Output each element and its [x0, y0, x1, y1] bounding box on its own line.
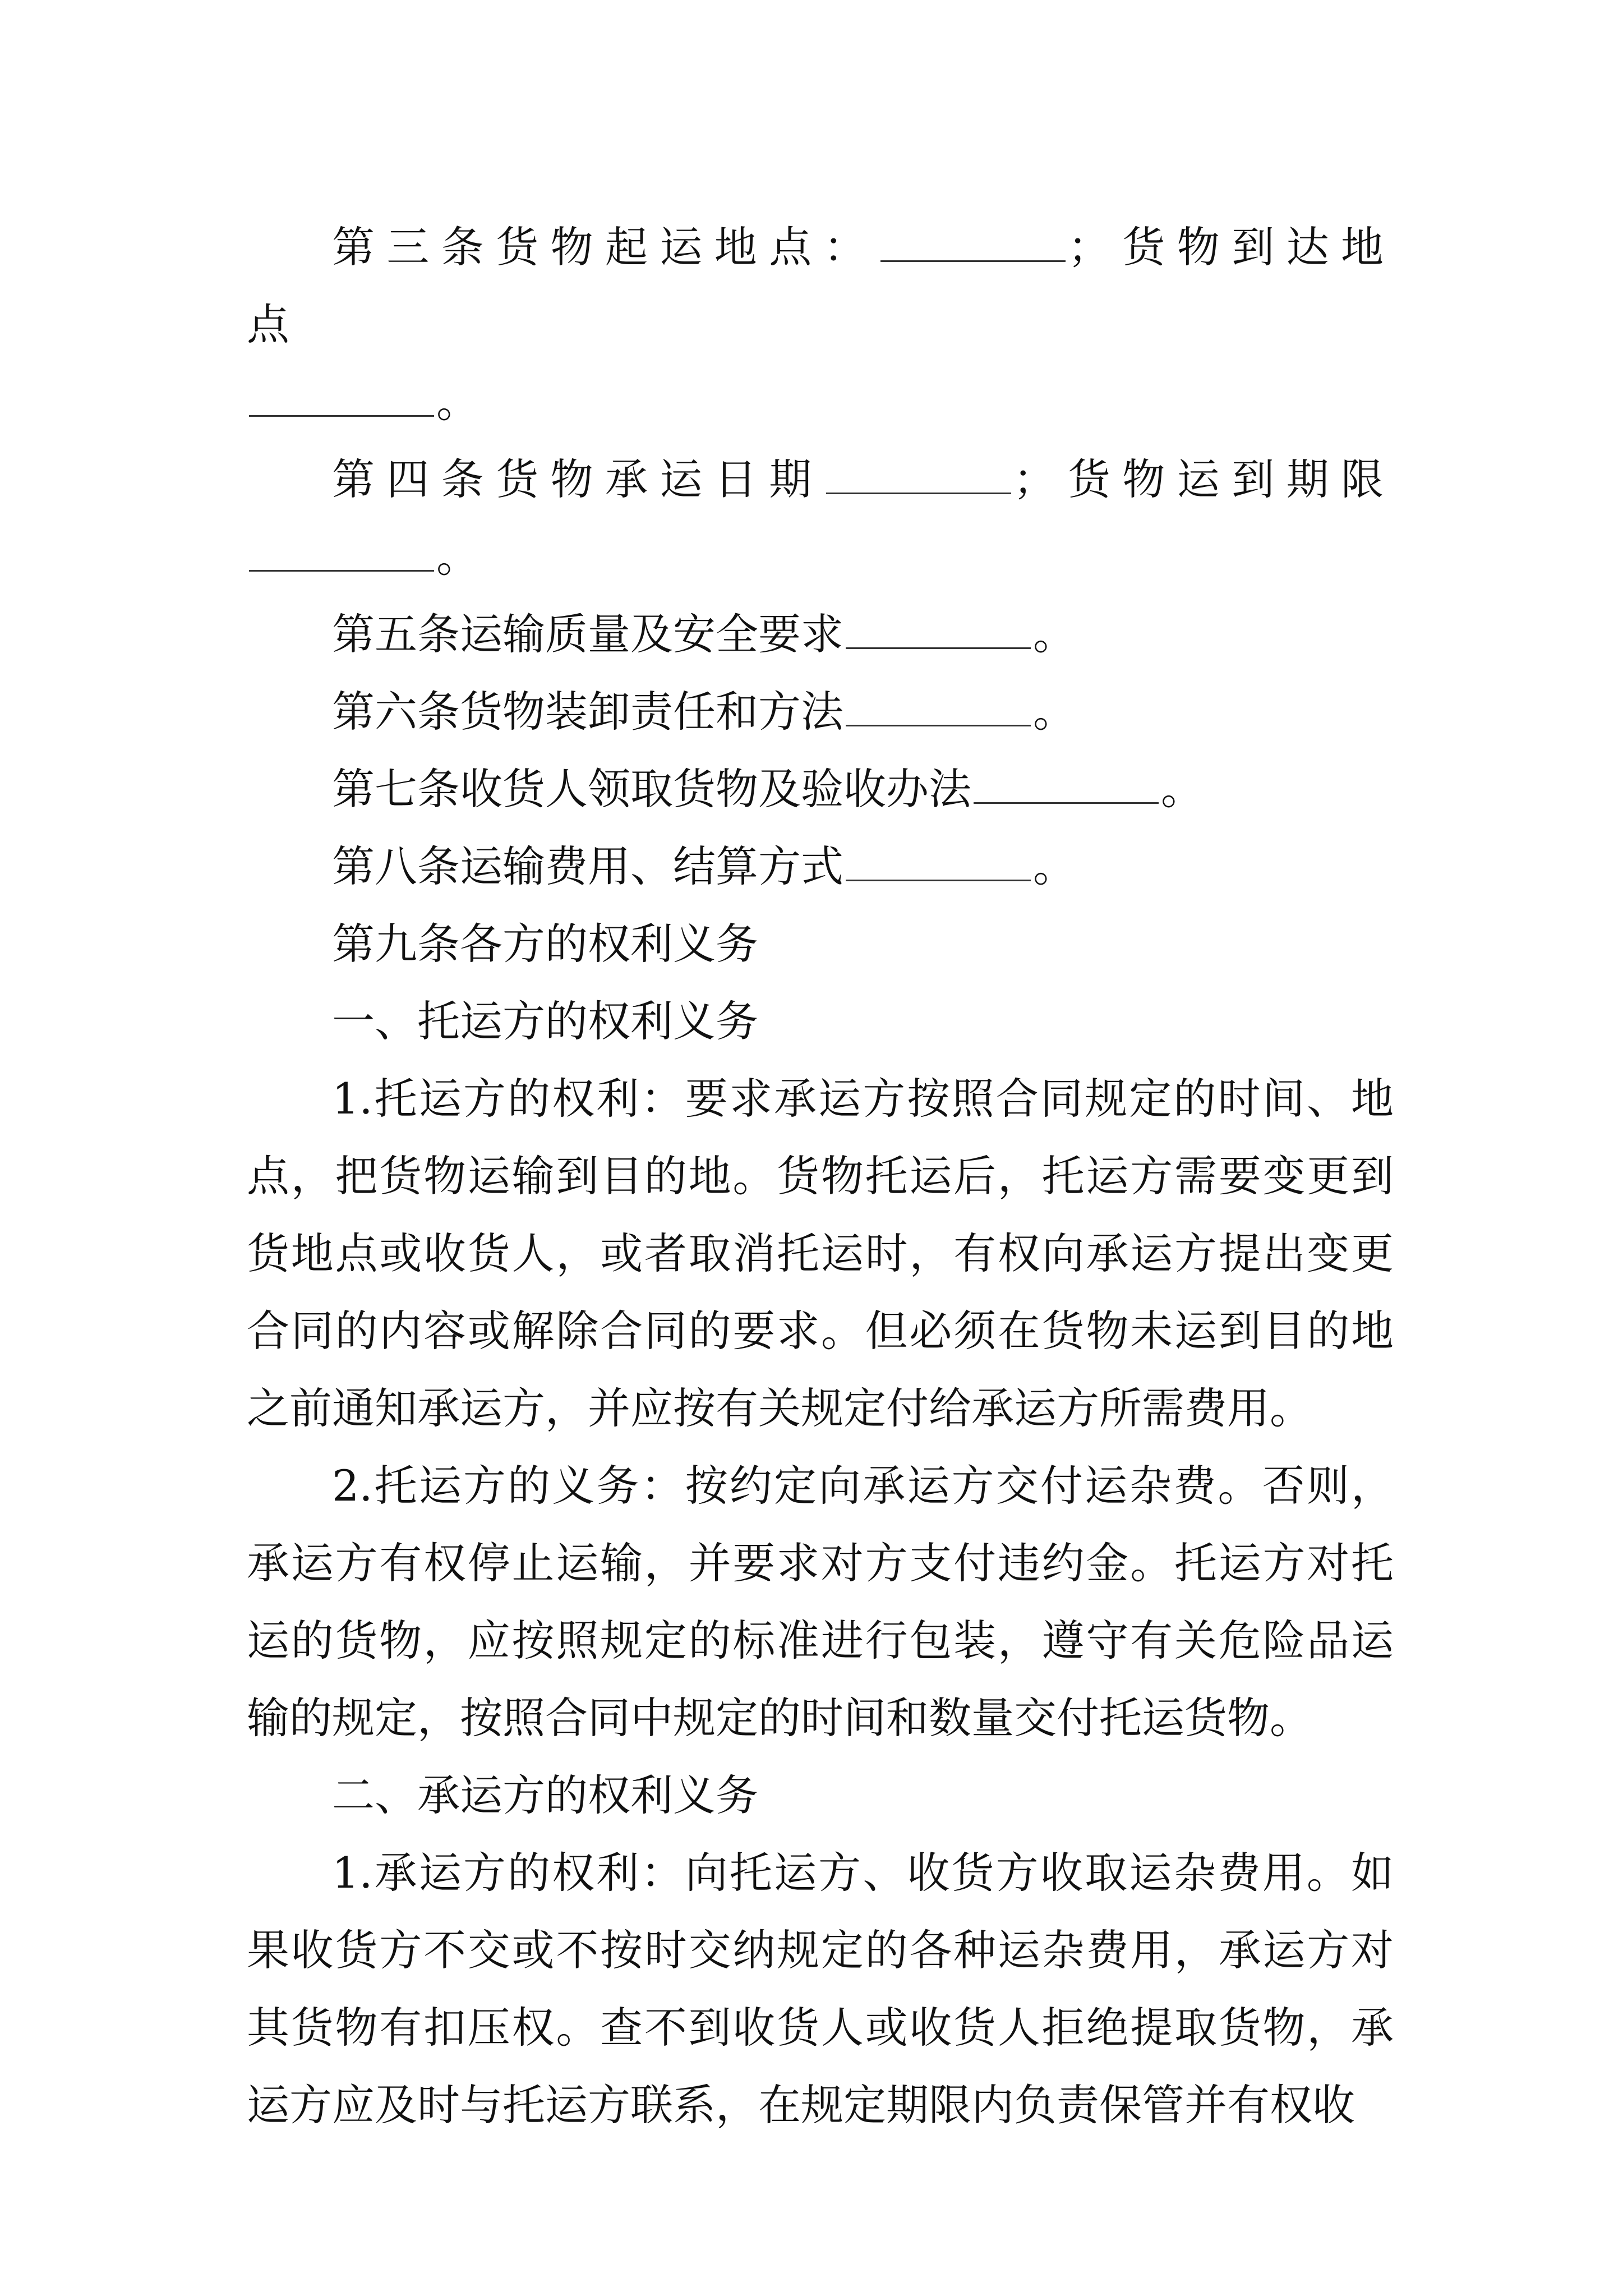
delivery-deadline-blank	[249, 536, 434, 572]
clause-3-line-2	[247, 364, 1394, 441]
clause-7-end: 。	[1161, 764, 1204, 814]
quality-safety-blank	[846, 614, 1031, 649]
acceptance-method-blank	[974, 769, 1159, 804]
settlement-blank	[846, 846, 1031, 881]
clause-6-text: 第六条货物装卸责任和方法	[332, 687, 843, 737]
clause-4-mid-text: ；货物运到期限	[1013, 454, 1394, 504]
clause-9-title: 第九条各方的权利义务	[332, 919, 758, 969]
clause-3-end-text: 。	[436, 377, 479, 427]
clause-4-line-1	[247, 441, 1394, 518]
clause-7-text: 第七条收货人领取货物及验收办法	[332, 764, 971, 814]
carriage-date-blank	[826, 459, 1011, 494]
document-body	[247, 209, 1394, 2144]
clause-8-text: 第八条运输费用、结算方式	[332, 841, 843, 891]
section-1-title: 一、托运方的权利义务	[332, 996, 758, 1046]
clause-8-end: 。	[1033, 841, 1076, 891]
clause-3-start-text: 第三条货物起运地点：	[332, 222, 878, 272]
clause-4-end-text: 。	[436, 532, 479, 582]
clause-4-start-text: 第四条货物承运日期	[332, 454, 824, 504]
shipper-obligations-paragraph: 2.托运方的义务：按约定向承运方交付运杂费。否则，承运方有权停止运输，并要求对方支付违约金。托运方对托运的货物，应按照规定的标准进行包装，遵守有关危险品运输的规定，按照合同中规定的时间和数量交付托运货物。	[247, 1461, 1394, 1743]
clause-3-mid-text: ；货物到达地点	[247, 222, 1394, 349]
clause-6-end: 。	[1033, 687, 1076, 737]
clause-3-line-1	[247, 209, 1394, 364]
clause-5	[247, 596, 1394, 673]
clause-7	[247, 751, 1394, 828]
clause-8	[247, 828, 1394, 905]
clause-6	[247, 673, 1394, 751]
loading-method-blank	[846, 691, 1031, 726]
carrier-rights-paragraph: 1.承运方的权利：向托运方、收货方收取运杂费用。如果收货方不交或不按时交纳规定的各种运杂费用，承运方对其货物有扣压权。查不到收货人或收货人拒绝提取货物，承运方应及时与托运方联系，在规定期限内负责保管并有权收	[247, 1848, 1394, 2130]
shipper-rights-paragraph: 1.托运方的权利：要求承运方按照合同规定的时间、地点，把货物运输到目的地。货物托运后，托运方需要变更到货地点或收货人，或者取消托运时，有权向承运方提出变更合同的内容或解除合同的要求。但必须在货物未运到目的地之前通知承运方，并应按有关规定付给承运方所需费用。	[247, 1074, 1394, 1433]
arrival-place-blank	[249, 381, 434, 417]
section-2-title: 二、承运方的权利义务	[332, 1770, 758, 1820]
departure-place-blank	[880, 227, 1066, 262]
clause-4-line-2	[247, 518, 1394, 596]
clause-5-end: 。	[1033, 609, 1076, 659]
clause-5-text: 第五条运输质量及安全要求	[332, 609, 843, 659]
